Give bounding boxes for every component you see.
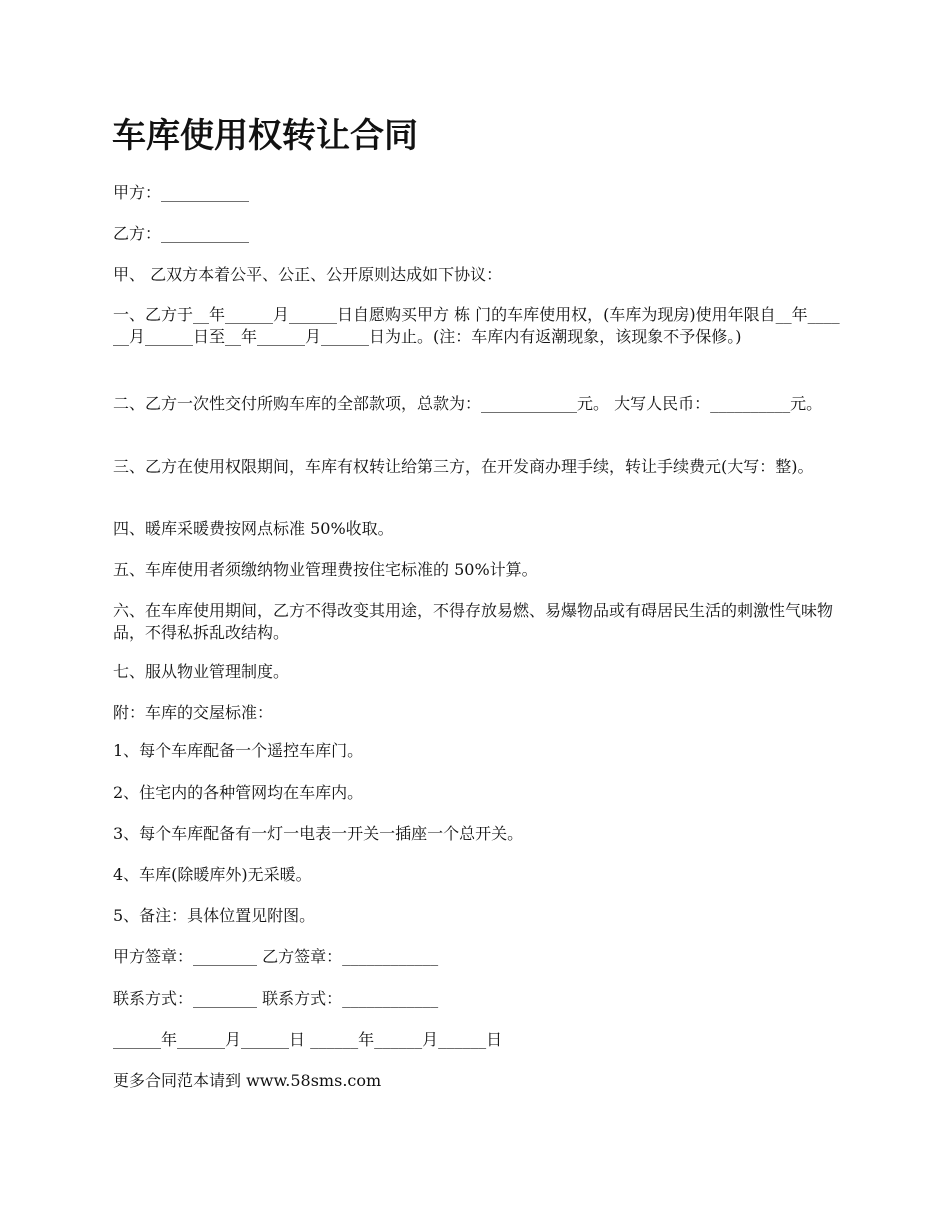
clause-1: 一、乙方于__年______月______日自愿购买甲方 栋 门的车库使用权，(车库为现房)使用年限自__年______月______日至__年______月______日为止。(注：车库内有返潮现象，该现象不予保修。) [113, 305, 840, 346]
appendix-item: 4、车库(除暖库外)无采暖。 [113, 865, 312, 884]
preamble: 甲、 乙双方本着公平、公正、公开原则达成如下协议： [113, 265, 503, 284]
clause-4: 四、暖库采暖费按网点标准 50%收取。 [113, 519, 394, 538]
date-line: ______年______月______日 ______年______月______日 [113, 1030, 503, 1049]
clause-6: 六、在车库使用期间，乙方不得改变其用途，不得存放易燃、易爆物品或有碍居民生活的刺激性气味物品，不得私拆乱改结构。 [113, 601, 834, 642]
appendix-item: 1、每个车库配备一个遥控车库门。 [113, 741, 364, 760]
document-title: 车库使用权转让合同 [112, 116, 418, 156]
party-b-line: 乙方：___________ [113, 224, 250, 243]
party-a-line: 甲方：___________ [113, 183, 250, 202]
appendix-item: 5、备注：具体位置见附图。 [113, 906, 316, 925]
clause-2: 二、乙方一次性交付所购车库的全部款项，总款为：____________元。 大写人民币：__________元。 [113, 394, 823, 413]
footer-link-text: 更多合同范本请到 www.58sms.com [113, 1071, 382, 1090]
contact-line: 联系方式：________ 联系方式：____________ [113, 989, 439, 1008]
clause-5: 五、车库使用者须缴纳物业管理费按住宅标准的 50%计算。 [113, 560, 538, 579]
appendix-item: 3、每个车库配备有一灯一电表一开关一插座一个总开关。 [113, 824, 524, 843]
clause-3: 三、乙方在使用权限期间，车库有权转让给第三方，在开发商办理手续，转让手续费元(大写：整)。 [113, 457, 814, 476]
signature-line: 甲方签章：________ 乙方签章：____________ [113, 947, 439, 966]
appendix-item: 2、住宅内的各种管网均在车库内。 [113, 783, 364, 802]
clause-7: 七、服从物业管理制度。 [113, 662, 290, 681]
appendix-title: 附：车库的交屋标准： [113, 703, 274, 722]
